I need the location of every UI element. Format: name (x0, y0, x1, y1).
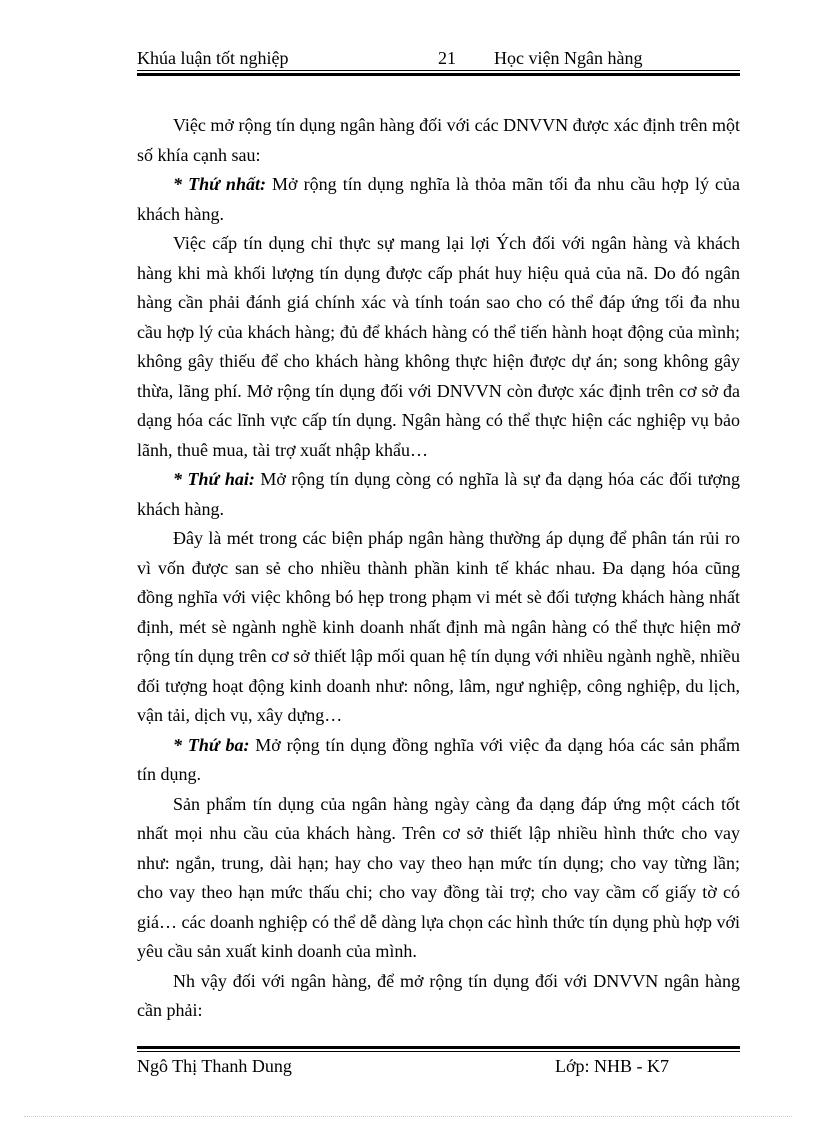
header-thesis-title: Khúa luận tốt nghiệp (137, 48, 289, 68)
page-footer (137, 1054, 740, 1078)
footer-rule-thin (137, 1051, 740, 1052)
page-edge-divider (24, 1116, 792, 1117)
page-header (137, 46, 740, 70)
third-point-lead: * Thứ ba: (173, 734, 250, 755)
first-point-lead: * Thứ nhất: (173, 174, 266, 194)
paragraph-intro: Việc mở rộng tín dụng ngân hàng đối với các DNVVN được xác định trên một số khía cạnh sau: (137, 115, 740, 165)
page-body (137, 111, 740, 1026)
paragraph-second-point: * Thứ hai: Mở rộng tín dụng còng có nghĩa là sự đa dạng hóa các đối tượng khách hàng. (137, 469, 740, 519)
second-point-lead: * Thứ hai: (173, 469, 255, 489)
header-rule-thin (137, 70, 740, 71)
footer-author: Ngô Thị Thanh Dung (137, 1056, 292, 1076)
paragraph-second-explanation: Đây là mét trong các biện pháp ngân hàng thường áp dụng để phân tán rủi ro vì vốn được san sẻ cho nhiều thành phần kinh tế khác nhau. Đa dạng hóa cũng đồng nghĩa với việc không bó hẹp trong phạm vi mét sè đối tượng khách hàng nhất định, mét sè ngành nghề kinh doanh nhất định mà ngân hàng có thể thực hiện mở rộng tín dụng trên cơ sở thiết lập mối quan hệ tín dụng với nhiều ngành nghề, nhiều đối tượng hoạt động kinh doanh như: nông, lâm, ngư nghiệp, công nghiệp, du lịch, vận tải, dịch vụ, xây dựng… (137, 528, 740, 725)
paragraph-third-explanation: Sản phẩm tín dụng của ngân hàng ngày càng đa dạng đáp ứng một cách tốt nhất mọi nhu cầu của khách hàng. Trên cơ sở thiết lập nhiều hình thức cho vay như: ngắn, trung, dài hạn; hay cho vay theo hạn mức tín dụng; cho vay từng lần; cho vay theo hạn mức thấu chi; cho vay đồng tài trợ; cho vay cầm cố giấy tờ có giá… các doanh nghiệp có thể dễ dàng lựa chọn các hình thức tín dụng phù hợp với yêu cầu sản xuất kinh doanh của mình. (137, 793, 740, 961)
paragraph-first-explanation: Việc cấp tín dụng chỉ thực sự mang lại lợi Ých đối với ngân hàng và khách hàng khi mà khối lượng tín dụng được cấp phát huy hiệu quả của nã. Do đó ngân hàng cần phải đánh giá chính xác và tính toán sao cho có thể đáp ứng tối đa nhu cầu hợp lý của khách hàng; đủ để khách hàng có thể tiến hành hoạt động của mình; không gây thiếu để cho khách hàng không thực hiện được dự án; song không gây thừa, lãng phí. Mở rộng tín dụng đối với DNVVN còn được xác định trên cơ sở đa dạng hóa các lĩnh vực cấp tín dụng. Ngân hàng có thể thực hiện các nghiệp vụ bảo lãnh, thuê mua, tài trợ xuất nhập khẩu… (137, 233, 740, 460)
paragraph-conclusion: Nh vậy đối với ngân hàng, để mở rộng tín dụng đối với DNVVN ngân hàng cần phải: (137, 970, 740, 1020)
header-rule-thick (137, 73, 740, 76)
paragraph-third-point: * Thứ ba: Mở rộng tín dụng đồng nghĩa với việc đa dạng hóa các sản phẩm tín dụng. (137, 734, 740, 784)
footer-rule-thick (137, 1046, 740, 1049)
header-institution: Học viện Ngân hàng (494, 48, 643, 68)
footer-class: Lớp: NHB - K7 (555, 1056, 670, 1076)
paragraph-first-point: * Thứ nhất: Mở rộng tín dụng nghĩa là thỏa mãn tối đa nhu cầu hợp lý của khách hàng. (137, 174, 740, 224)
header-page-number: 21 (438, 48, 456, 68)
